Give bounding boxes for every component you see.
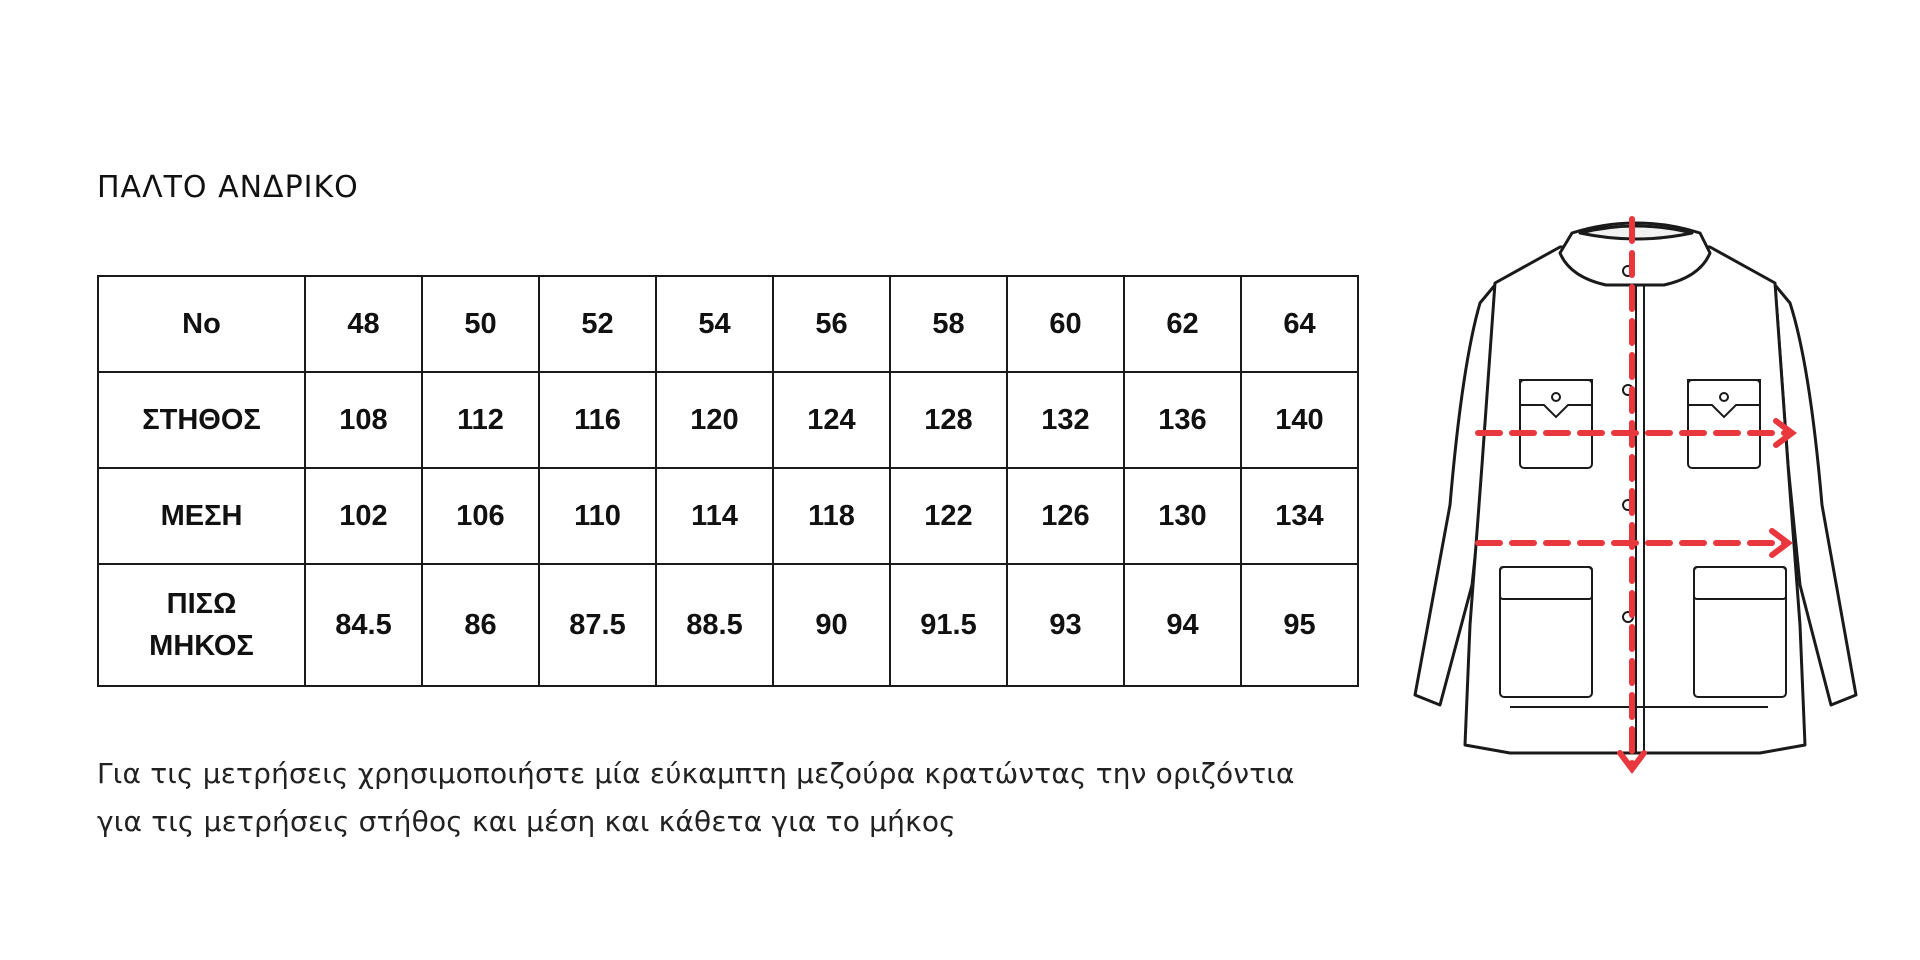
table-cell: 120 [656, 372, 773, 468]
table-cell: 114 [656, 468, 773, 564]
page-title: ΠΑΛΤΟ ΑΝΔΡΙΚΟ [97, 170, 359, 205]
note-line-2: για τις μετρήσεις στήθος και μέση και κάθετα για το μήκος [97, 805, 956, 838]
jacket-measurement-diagram [1400, 205, 1880, 785]
table-cell: 102 [305, 468, 422, 564]
table-cell: 54 [656, 276, 773, 372]
size-table [97, 275, 1359, 687]
table-cell: 130 [1124, 468, 1241, 564]
table-cell: 122 [890, 468, 1007, 564]
table-cell: 126 [1007, 468, 1124, 564]
measurement-note [97, 750, 1347, 846]
table-cell: 108 [305, 372, 422, 468]
table-cell: 52 [539, 276, 656, 372]
row-header-size: No [98, 276, 305, 372]
table-cell: 64 [1241, 276, 1358, 372]
table-cell: 86 [422, 564, 539, 686]
table-cell: 110 [539, 468, 656, 564]
table-cell: 106 [422, 468, 539, 564]
table-cell: 132 [1007, 372, 1124, 468]
table-cell: 128 [890, 372, 1007, 468]
collar-inner [1580, 226, 1692, 239]
table-cell: 94 [1124, 564, 1241, 686]
table-cell: 84.5 [305, 564, 422, 686]
table-cell: 112 [422, 372, 539, 468]
note-line-1: Για τις μετρήσεις χρησιμοποιήστε μία εύκαμπτη μεζούρα κρατώντας την οριζόντια [97, 757, 1295, 790]
table-cell: 93 [1007, 564, 1124, 686]
table-row-back-length [98, 564, 1358, 686]
table-cell: 116 [539, 372, 656, 468]
row-header-chest: ΣΤΗΘΟΣ [98, 372, 305, 468]
table-cell: 134 [1241, 468, 1358, 564]
table-cell: 87.5 [539, 564, 656, 686]
table-cell: 60 [1007, 276, 1124, 372]
table-cell: 56 [773, 276, 890, 372]
table-cell: 118 [773, 468, 890, 564]
table-cell: 58 [890, 276, 1007, 372]
table-row-waist [98, 468, 1358, 564]
row-header-waist: ΜΕΣΗ [98, 468, 305, 564]
table-cell: 62 [1124, 276, 1241, 372]
row-header-back-length [98, 564, 305, 686]
table-row-chest [98, 372, 1358, 468]
table-cell: 88.5 [656, 564, 773, 686]
row-header-line: ΠΙΣΩ [166, 588, 237, 620]
table-cell: 48 [305, 276, 422, 372]
row-header-line: ΜΗΚΟΣ [149, 630, 254, 662]
table-row-size [98, 276, 1358, 372]
table-cell: 140 [1241, 372, 1358, 468]
table-cell: 50 [422, 276, 539, 372]
table-cell: 136 [1124, 372, 1241, 468]
table-cell: 90 [773, 564, 890, 686]
table-cell: 91.5 [890, 564, 1007, 686]
table-cell: 124 [773, 372, 890, 468]
table-cell: 95 [1241, 564, 1358, 686]
